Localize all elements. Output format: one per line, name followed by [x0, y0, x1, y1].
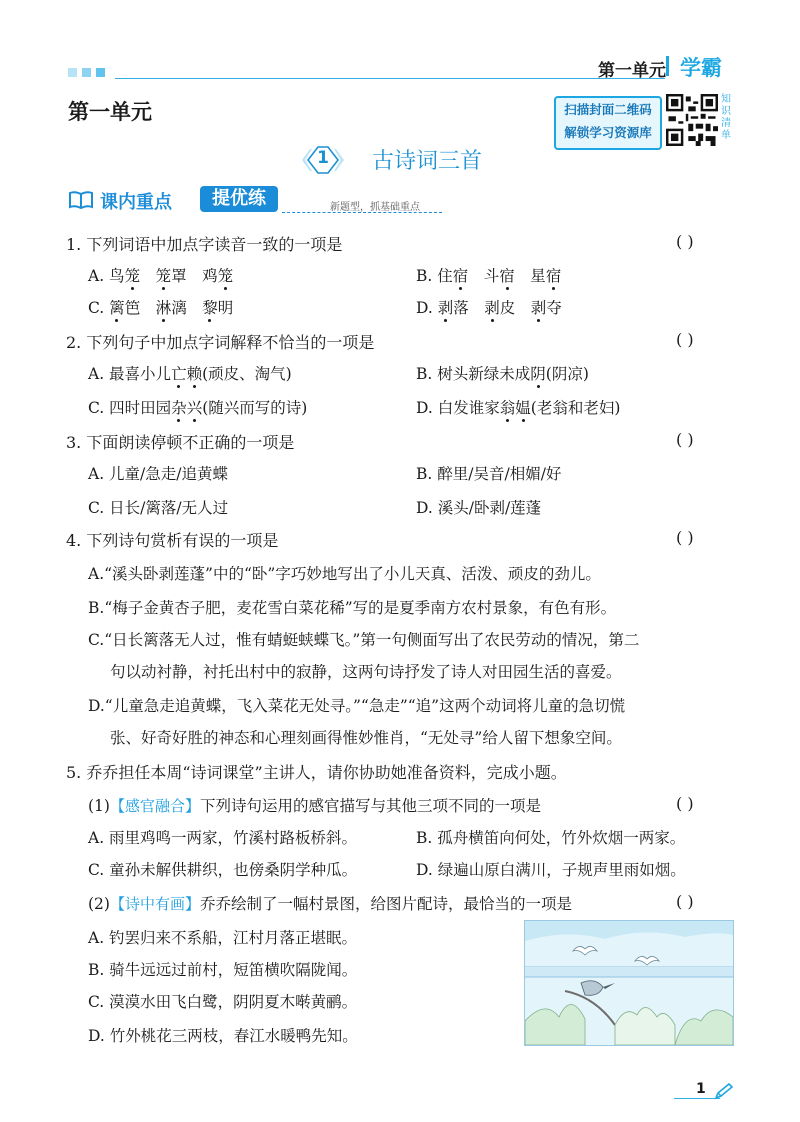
dotted-char: 杂 [171, 399, 187, 417]
qr-line-2: 解锁学习资源库 [564, 125, 652, 140]
text: (老翁和老妇) [530, 399, 621, 417]
q1-option-c [88, 296, 233, 318]
sub-stem: 乔乔绘制了一幅村景图，给图片配诗，最恰当的一项是 [199, 895, 572, 913]
q5-sub1-stem [88, 794, 541, 816]
dotted-char: 宿 [499, 267, 515, 285]
dotted-char: 兴 [186, 399, 203, 417]
q2-option-d [416, 396, 620, 418]
q4-option-b: B.“梅子金黄杏子肥，麦花雪白菜花稀”写的是夏季南方农村景象，有色有形。 [88, 599, 617, 617]
q5-sub2-stem [88, 892, 572, 914]
dotted-char: 淋 [155, 299, 172, 317]
dotted-char: 赖 [186, 365, 203, 383]
text: 落 [453, 299, 485, 317]
text: 明 [217, 299, 234, 317]
section-tag: 提优练 [200, 186, 278, 212]
q5-sub2-option-d: D. 竹外桃花三两枝，春江水暖鸭先知。 [88, 1027, 358, 1045]
dotted-char: 黎 [202, 299, 218, 317]
q3-option-a: A. 儿童/急走/追黄蝶 [88, 465, 228, 483]
text: (阴凉) [545, 365, 589, 383]
dotted-char: 笼 [124, 267, 141, 285]
text: C. 四时田园 [88, 399, 172, 417]
answer-blank[interactable]: ( ) [676, 232, 694, 251]
dotted-char: 笼 [217, 267, 234, 285]
book-icon [68, 190, 94, 210]
dotted-char: 剥 [484, 299, 500, 317]
q4-option-d-line2: 张、好奇好胜的神态和心理刻画得惟妙惟肖，“无处寻”给人留下想象空间。 [110, 729, 622, 747]
dotted-char: 媪 [515, 399, 531, 417]
dotted-char: 笼 [155, 267, 172, 285]
q4-option-c-line2: 句以动衬静，衬托出村中的寂静，这两句诗抒发了诗人对田园生活的喜爱。 [110, 663, 622, 681]
question-stem: 5. 乔乔担任本周“诗词课堂”主讲人，请你协助她准备资料，完成小题。 [66, 763, 567, 782]
q5-sub2-option-b: B. 骑牛远远过前村，短笛横吹隔陇闻。 [88, 961, 358, 979]
unit-title: 第一单元 [68, 100, 152, 124]
text: (随兴而写的诗) [202, 399, 308, 417]
question-5 [66, 760, 567, 783]
question-stem: 4. 下列诗句赏析有误的一项是 [66, 531, 279, 550]
dotted-char: 阴 [530, 365, 546, 383]
qr-tag: 知识清单 [721, 94, 731, 141]
header-rule [115, 78, 665, 79]
dotted-char: 剥 [530, 299, 547, 317]
pencil-icon [712, 1082, 736, 1100]
q5-sub1-option-d: D. 绿遍山原白满川，子规声里雨如烟。 [416, 861, 686, 879]
text: A. 鸟 [88, 267, 125, 285]
text: D. 白发谁家 [416, 399, 500, 417]
q2-option-b [416, 362, 589, 384]
lesson-title: 古诗词三首 [372, 149, 483, 174]
q2-option-a [88, 362, 292, 384]
text: 斗 [468, 267, 500, 285]
question-1 [66, 232, 342, 255]
brand-logo: 学霸 [680, 56, 722, 80]
q4-option-d-line1: D.“儿童急走追黄蝶，飞入菜花无处寻。”“急走”“追”这两个动词将儿童的急切慌 [88, 697, 626, 715]
page-number: 1 [696, 1081, 706, 1097]
text [140, 267, 156, 285]
dotted-char: 宿 [452, 267, 469, 285]
sub-tag: 【诗中有画】 [109, 895, 200, 913]
text: 夺 [546, 299, 562, 317]
sub-tag: 【感官融合】 [109, 797, 200, 815]
answer-blank[interactable]: ( ) [676, 330, 694, 349]
question-stem: 2. 下列句子中加点字词解释不恰当的一项是 [66, 333, 375, 352]
q5-sub2-option-c: C. 漠漠水田飞白鹭，阴阴夏木啭黄鹂。 [88, 993, 358, 1011]
dotted-char: 宿 [545, 267, 562, 285]
section-note: 新题型，抓基础重点 [330, 202, 420, 213]
header-unit: 第一单元 [598, 61, 666, 81]
question-3 [66, 430, 294, 453]
dotted-char: 篱 [109, 299, 125, 317]
q3-option-b: B. 醉里/吴音/相媚/好 [416, 465, 562, 483]
q5-sub2-option-a: A. 钓罢归来不系船，江村月落正堪眠。 [88, 929, 358, 947]
text: 笆 [124, 299, 156, 317]
text: D. [416, 299, 438, 317]
text: 皮 [499, 299, 531, 317]
q5-sub1-option-a: A. 雨里鸡鸣一两家，竹溪村路板桥斜。 [88, 829, 358, 847]
q1-option-a [88, 264, 233, 286]
text: B. 树头新绿未成 [416, 365, 531, 383]
question-stem: 3. 下面朗读停顿不正确的一项是 [66, 433, 295, 452]
q1-option-b [416, 264, 561, 286]
text: A. 最喜小儿 [88, 365, 172, 383]
text: C. [88, 299, 110, 317]
qr-code-icon[interactable] [666, 94, 718, 146]
question-4 [66, 528, 278, 551]
question-2 [66, 330, 374, 353]
sub-number: (2) [88, 895, 110, 913]
q2-option-c [88, 396, 307, 418]
q1-option-d [416, 296, 562, 318]
text: 星 [514, 267, 546, 285]
text: B. 住 [416, 267, 453, 285]
dotted-char: 剥 [437, 299, 454, 317]
section-rule [282, 212, 442, 213]
q4-option-c-line1: C.“日长篱落无人过，惟有蜻蜓蛱蝶飞。”第一句侧面写出了农民劳动的情况，第二 [88, 631, 640, 649]
answer-blank[interactable]: ( ) [676, 794, 694, 813]
answer-blank[interactable]: ( ) [676, 430, 694, 449]
village-scene-illustration [524, 920, 734, 1046]
text: 罩 鸡 [171, 267, 218, 285]
dotted-char: 亡 [171, 365, 187, 383]
sub-stem: 下列诗句运用的感官描写与其他三项不同的一项是 [199, 797, 541, 815]
q5-sub1-option-b: B. 孤舟横笛向何处，竹外炊烟一两家。 [416, 829, 686, 847]
answer-blank[interactable]: ( ) [676, 892, 694, 911]
header-decoration [68, 62, 110, 81]
q5-sub1-option-c: C. 童孙未解供耕织，也傍桑阴学种瓜。 [88, 861, 358, 879]
header-divider [666, 56, 669, 76]
text: 漓 [171, 299, 203, 317]
q3-option-c: C. 日长/篱落/无人过 [88, 499, 229, 517]
qr-prompt [554, 96, 662, 150]
answer-blank[interactable]: ( ) [676, 528, 694, 547]
dotted-char: 翁 [499, 399, 516, 417]
qr-line-1: 扫描封面二维码 [564, 102, 652, 117]
text: (顽皮、淘气) [202, 365, 292, 383]
q4-option-a: A.“溪头卧剥莲蓬”中的“卧”字巧妙地写出了小儿天真、活泼、顽皮的劲儿。 [88, 565, 601, 583]
section-title: 课内重点 [100, 192, 172, 213]
sub-number: (1) [88, 797, 110, 815]
q3-option-d: D. 溪头/卧剥/莲蓬 [416, 499, 542, 517]
question-stem: 1. 下列词语中加点字读音一致的一项是 [66, 235, 343, 254]
lesson-number: 1 [317, 148, 329, 168]
